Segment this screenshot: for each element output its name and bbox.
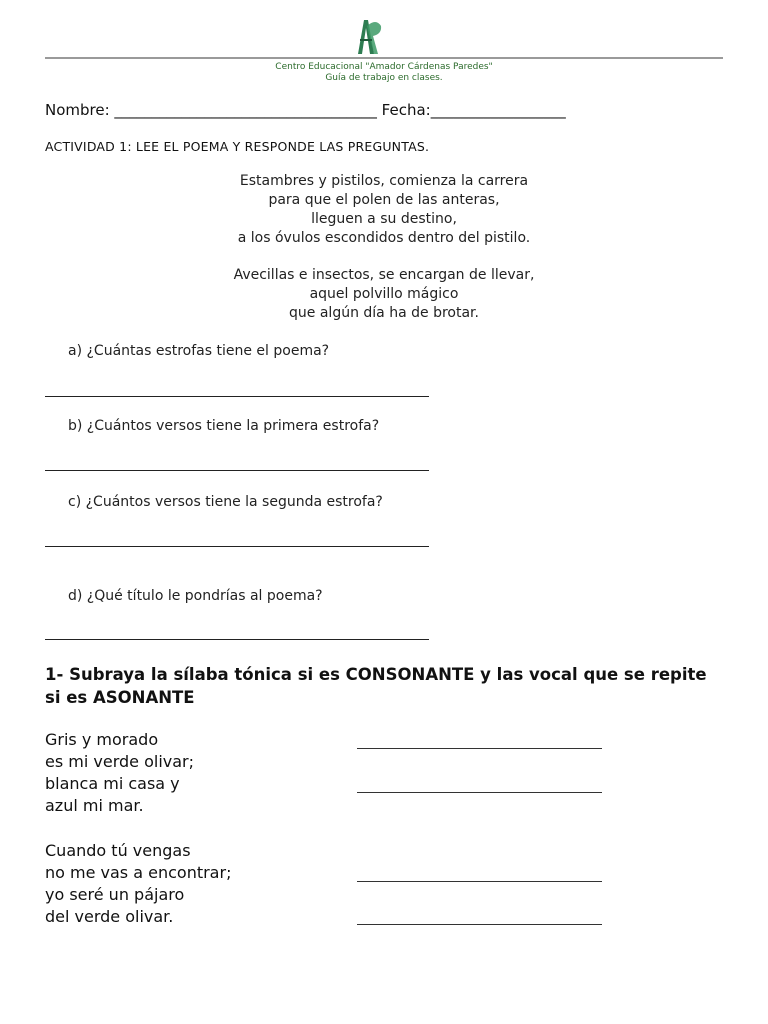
poem-verse: a los óvulos escondidos dentro del pistilo. <box>237 230 531 246</box>
verse-line: no me vas a encontrar; <box>45 863 232 882</box>
answer-line-b[interactable] <box>45 470 429 471</box>
verse-line: blanca mi casa y <box>45 774 180 793</box>
header-divider <box>45 57 723 59</box>
activity-title: ACTIVIDAD 1: LEE EL POEMA Y RESPONDE LAS PREGUNTAS. <box>45 139 430 154</box>
answer-line-stanza2-a[interactable] <box>357 881 602 882</box>
poem-verse: que algún día ha de brotar. <box>289 305 479 321</box>
school-logo-icon <box>354 16 384 56</box>
verse-line: es mi verde olivar; <box>45 752 194 771</box>
answer-line-d[interactable] <box>45 639 429 640</box>
poem-stanza-1 <box>0 172 768 248</box>
question-d: d) ¿Qué título le pondrías al poema? <box>68 588 323 604</box>
school-name: Centro Educacional "Amador Cárdenas Paredes" <box>275 62 493 72</box>
section-2-title: 1- Subraya la sílaba tónica si es CONSONANTE y las vocal que se repite si es ASONANTE <box>45 665 707 707</box>
answer-line-stanza1-b[interactable] <box>357 792 602 793</box>
poem-verse: Avecillas e insectos, se encargan de llevar, <box>233 267 535 283</box>
verse-line: Gris y morado <box>45 730 159 749</box>
verse-line: azul mi mar. <box>45 796 144 815</box>
poem-verse: aquel polvillo mágico <box>309 286 459 302</box>
answer-line-stanza2-b[interactable] <box>357 924 602 925</box>
poem-verse: lleguen a su destino, <box>311 211 457 227</box>
name-date-row[interactable]: Nombre: ___________________________________ Fecha:__________________ <box>45 101 566 119</box>
question-a: a) ¿Cuántas estrofas tiene el poema? <box>68 343 330 359</box>
verse-stanza-1 <box>45 729 194 817</box>
answer-line-c[interactable] <box>45 546 429 547</box>
question-c: c) ¿Cuántos versos tiene la segunda estrofa? <box>68 494 383 510</box>
verse-line: Cuando tú vengas <box>45 841 191 860</box>
answer-line-stanza1-a[interactable] <box>357 748 602 749</box>
answer-line-a[interactable] <box>45 396 429 397</box>
question-b: b) ¿Cuántos versos tiene la primera estrofa? <box>68 418 380 434</box>
verse-stanza-2 <box>45 840 231 928</box>
worksheet-subtitle: Guía de trabajo en clases. <box>325 73 443 83</box>
verse-line: del verde olivar. <box>45 907 174 926</box>
verse-line: yo seré un pájaro <box>45 885 185 904</box>
poem-verse: para que el polen de las anteras, <box>268 192 500 208</box>
poem-stanza-2 <box>0 266 768 323</box>
poem-verse: Estambres y pistilos, comienza la carrera <box>239 173 529 189</box>
